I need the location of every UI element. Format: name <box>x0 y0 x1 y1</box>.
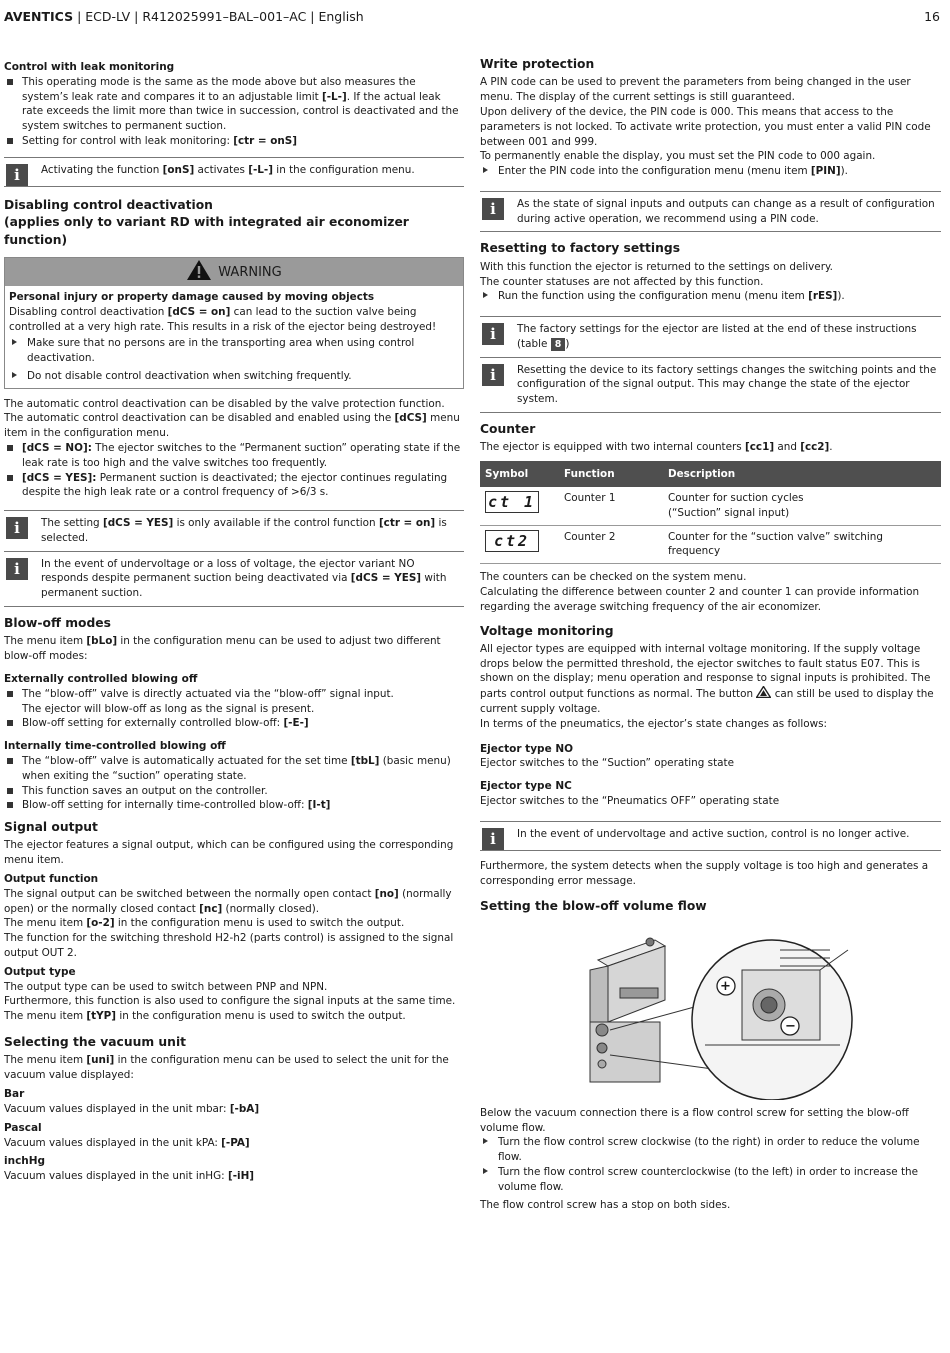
page-number: 16 <box>924 9 940 24</box>
paragraph: The counter statuses are not affected by this function. <box>480 275 764 288</box>
info-icon: i <box>482 198 504 220</box>
warning-heading: Personal injury or property damage caused by moving objects <box>9 291 375 304</box>
column-header: Description <box>663 461 941 487</box>
info-note: i The setting [dCS = YES] is only available if the control function [ctr = on] is selected. <box>4 510 464 552</box>
info-icon: i <box>482 828 504 850</box>
warning-triangle-icon <box>186 259 212 281</box>
list-item: This function saves an output on the controller. <box>4 784 464 799</box>
table-cell: Counter 1 <box>559 487 663 525</box>
unit-pascal-title: Pascal <box>4 1121 42 1134</box>
list-item: Run the function using the configuration menu (menu item [rES]). <box>480 289 941 304</box>
type-nc-title: Ejector type NC <box>480 780 572 793</box>
info-note: i In the event of undervoltage and active suction, control is no longer active. <box>480 821 941 851</box>
column-header: Symbol <box>480 461 559 487</box>
paragraph: The menu item [o-2] in the configuration menu is used to switch the output. <box>4 917 405 930</box>
table-cell: Counter for suction cycles (“Suction” signal input) <box>663 487 941 525</box>
type-no-title: Ejector type NO <box>480 742 574 755</box>
unit-inhg-title: inchHg <box>4 1155 46 1168</box>
plus-label: + <box>720 978 731 994</box>
list-item: Do not disable control deactivation when switching frequently. <box>9 369 458 384</box>
paragraph: The function for the switching threshold H2-h2 (parts control) is assigned to the signal output OUT 2. <box>4 932 454 959</box>
leak-title: Control with leak monitoring <box>4 61 175 73</box>
external-title: Externally controlled blowing off <box>4 672 198 685</box>
paragraph: Upon delivery of the device, the PIN code is 000. This means that access to the parameters is not locked. To activate write protection, you must enter a valid PIN code between 001 and 999. <box>480 105 931 148</box>
flow-list <box>480 1135 941 1194</box>
table-row <box>480 487 941 525</box>
paragraph: The menu item [uni] in the configuration menu can be used to select the unit for the vacuum value displayed: <box>4 1054 449 1082</box>
ejector-illustration <box>480 930 941 1100</box>
list-item: [dCS = YES]: Permanent suction is deactivated; the ejector continues regulating despite the high leak rate or a control frequency of >6/3 s. <box>4 471 464 501</box>
info-note: i As the state of signal inputs and outputs can change as a result of configuration during active operation, we recommend using a PIN code. <box>480 191 941 233</box>
info-note: i Resetting the device to its factory settings changes the switching points and the configuration of the signal output. This may change the state of the ejector system. <box>480 357 941 413</box>
page-header <box>4 8 940 28</box>
disable-title: Disabling control deactivation (applies only to variant RD with integrated air economizer function) <box>4 197 409 247</box>
paragraph: In terms of the pneumatics, the ejector’s state changes as follows: <box>480 717 828 730</box>
list-item: Blow-off setting for internally time-controlled blow-off: [I-t] <box>4 798 464 813</box>
paragraph: Vacuum values displayed in the unit mbar: [-bA] <box>4 1102 260 1115</box>
paragraph: With this function the ejector is returned to the settings on delivery. <box>480 260 833 273</box>
reset-title: Resetting to factory settings <box>480 241 681 256</box>
ct1-symbol: ct 1 <box>485 491 539 513</box>
internal-list <box>4 754 464 813</box>
blowoff-title: Blow-off modes <box>4 615 111 630</box>
table-cell: Counter for the “suction valve” switching frequency <box>663 525 941 564</box>
counter-table <box>480 461 941 564</box>
write-protection-title: Write protection <box>480 57 595 71</box>
info-note: i In the event of undervoltage or a loss of voltage, the ejector variant NO responds despite permanent suction being deactivated via [dCS = YES] with permanent suction. <box>4 551 464 607</box>
warning-box <box>4 257 464 389</box>
column-header: Function <box>559 461 663 487</box>
info-icon: i <box>482 364 504 386</box>
minus-label: − <box>785 1018 796 1034</box>
warning-header: WARNING <box>5 258 463 286</box>
signal-title: Signal output <box>4 820 98 835</box>
list-item: The “blow-off” valve is automatically actuated for the set time [tbL] (basic menu) when exiting the “suction” operating state. <box>4 754 464 784</box>
output-function-title: Output function <box>4 873 99 886</box>
info-note: i The factory settings for the ejector are listed at the end of these instructions (table 8 ) <box>480 316 941 358</box>
paragraph: All ejector types are equipped with internal voltage monitoring. If the supply voltage drops below the permitted threshold, the ejector switches to fault status E07. This is shown on the display; menu operation and response to signal inputs is prohibited. The parts control output functions as normal. The button can still be used to display the current supply voltage. <box>480 642 934 716</box>
paragraph: The menu item [tYP] in the configuration menu is used to switch the output. <box>4 1010 406 1023</box>
unit-bar-title: Bar <box>4 1087 25 1100</box>
warning-button-icon <box>756 686 771 698</box>
paragraph: The automatic control deactivation can be disabled and enabled using the [dCS] menu item in the configuration menu. <box>4 412 460 440</box>
pin-list <box>480 164 941 179</box>
warning-list <box>9 336 458 383</box>
ejector-drawing <box>480 930 941 1100</box>
reset-list <box>480 289 941 304</box>
paragraph: A PIN code can be used to prevent the parameters from being changed in the user menu. The display of the current settings is still guaranteed. <box>480 76 911 104</box>
paragraph: Ejector switches to the “Pneumatics OFF” operating state <box>480 795 780 808</box>
list-item: Setting for control with leak monitoring: [ctr = onS] <box>4 134 464 149</box>
brand: AVENTICS <box>4 9 74 24</box>
table-reference[interactable]: 8 <box>551 338 566 351</box>
paragraph: To permanently enable the display, you must set the PIN code to 000 again. <box>480 150 876 163</box>
list-item: Make sure that no persons are in the transporting area when using control deactivation. <box>9 336 458 366</box>
list-item: Turn the flow control screw counterclockwise (to the left) in order to increase the volume flow. <box>480 1165 941 1195</box>
vacuum-title: Selecting the vacuum unit <box>4 1034 187 1049</box>
paragraph: The ejector features a signal output, which can be configured using the corresponding menu item. <box>4 839 454 867</box>
paragraph: The flow control screw has a stop on both sides. <box>480 1199 731 1212</box>
dcs-list <box>4 441 464 500</box>
paragraph: The ejector is equipped with two internal counters [cc1] and [cc2]. <box>480 441 833 454</box>
left-column <box>4 56 464 1184</box>
counter-title: Counter <box>480 421 536 436</box>
external-list <box>4 687 464 731</box>
list-item: The “blow-off” valve is directly actuated via the “blow-off” signal input. The ejector will blow-off as long as the signal is present. <box>4 687 464 717</box>
table-row <box>480 525 941 564</box>
internal-title: Internally time-controlled blowing off <box>4 740 226 753</box>
output-type-title: Output type <box>4 965 76 978</box>
doc-id: | ECD-LV | R412025991–BAL–001–AC | English <box>73 9 364 24</box>
info-icon: i <box>6 517 28 539</box>
warning-text: Disabling control deactivation [dCS = on] can lead to the suction valve being controlled at a very high rate. This results in a risk of the ejector being destroyed! <box>9 305 437 333</box>
paragraph: Vacuum values displayed in the unit kPA: [-PA] <box>4 1136 250 1149</box>
ct2-symbol: ct2 <box>485 530 539 552</box>
table-cell: Counter 2 <box>559 525 663 564</box>
paragraph: The menu item [bLo] in the configuration menu can be used to adjust two different blow-off modes: <box>4 635 441 663</box>
paragraph: The counters can be checked on the system menu. <box>480 571 747 584</box>
voltage-title: Voltage monitoring <box>480 623 614 638</box>
info-note: i Activating the function [onS] activates [-L-] in the configuration menu. <box>4 157 464 187</box>
paragraph: Calculating the difference between counter 2 and counter 1 can provide information regarding the average switching frequency of the air economizer. <box>480 585 920 613</box>
info-icon: i <box>6 558 28 580</box>
paragraph: The automatic control deactivation can be disabled by the valve protection function. <box>4 397 445 410</box>
list-item: [dCS = NO]: The ejector switches to the “Permanent suction” operating state if the leak rate is too high and the valve switches too frequently. <box>4 441 464 471</box>
right-column <box>480 56 941 1213</box>
paragraph: Furthermore, the system detects when the supply voltage is too high and generates a corresponding error message. <box>480 859 929 887</box>
info-icon: i <box>482 323 504 345</box>
table-header-row <box>480 461 941 487</box>
paragraph: Vacuum values displayed in the unit inHG: [-iH] <box>4 1170 255 1183</box>
paragraph: The output type can be used to switch between PNP and NPN. <box>4 980 328 993</box>
list-item: Turn the flow control screw clockwise (to the right) in order to reduce the volume flow. <box>480 1135 941 1165</box>
list-item: Enter the PIN code into the configuration menu (menu item [PIN]). <box>480 164 941 179</box>
info-icon: i <box>6 164 28 186</box>
paragraph: Furthermore, this function is also used to configure the signal inputs at the same time. <box>4 995 456 1008</box>
flow-title: Setting the blow-off volume flow <box>480 899 707 914</box>
paragraph: Ejector switches to the “Suction” operating state <box>480 757 734 770</box>
paragraph: The signal output can be switched between the normally open contact [no] (normally open) or the normally closed contact [nc] (normally closed). <box>4 887 452 915</box>
list-item: Blow-off setting for externally controlled blow-off: [-E-] <box>4 716 464 731</box>
paragraph: Below the vacuum connection there is a flow control screw for setting the blow-off volume flow. <box>480 1106 909 1134</box>
list-item: This operating mode is the same as the mode above but also measures the system’s leak rate and compares it to an adjustable limit [-L-]. If the actual leak rate exceeds the limit more than twice in succession, control is deactivated and the system switches to permanent suction. <box>4 75 464 134</box>
leak-list <box>4 75 464 149</box>
